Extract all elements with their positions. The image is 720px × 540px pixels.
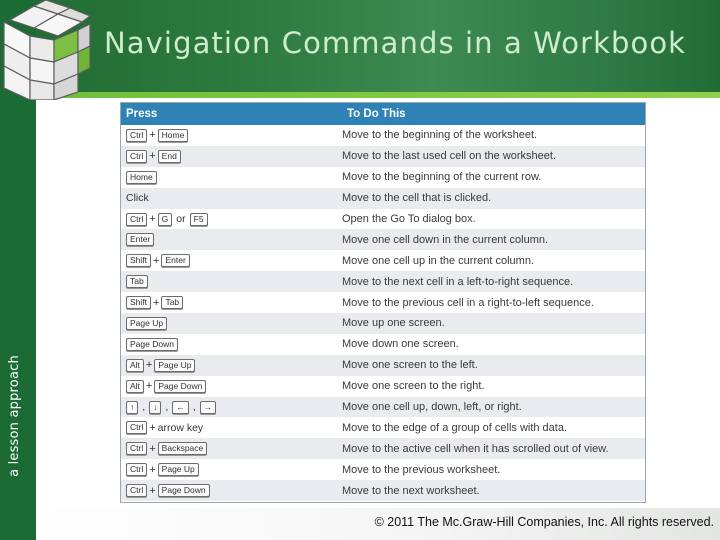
press-cell: [121, 338, 342, 351]
keycap: ←: [172, 401, 189, 414]
keycap: Alt: [126, 359, 144, 372]
press-cell: [121, 401, 342, 414]
action-cell: Move to the edge of a group of cells with data.: [342, 421, 568, 434]
keycap: Ctrl: [126, 421, 147, 434]
action-cell: Move one screen to the left.: [342, 359, 478, 372]
side-label: a lesson approach: [7, 355, 22, 477]
keycap: →: [200, 401, 217, 414]
keycap: Tab: [126, 275, 148, 288]
key-separator: ,: [165, 401, 169, 414]
keycap: Enter: [161, 254, 189, 267]
action-cell: Move to the beginning of the current row.: [342, 171, 542, 184]
keycap: Home: [126, 171, 157, 184]
keycap: Ctrl: [126, 129, 147, 142]
keycap: Shift: [126, 254, 151, 267]
table-row: [121, 480, 645, 501]
action-cell: Move one cell down in the current column.: [342, 233, 549, 246]
press-cell: [121, 213, 342, 226]
key-separator: +: [149, 213, 156, 225]
key-separator: +: [153, 296, 160, 309]
table-row: [121, 438, 645, 459]
press-cell: [121, 129, 342, 142]
keycap: Home: [158, 129, 189, 142]
press-cell: [121, 192, 342, 204]
press-cell: [121, 463, 342, 476]
keycap: Page Up: [126, 317, 167, 330]
table-row: [121, 125, 645, 146]
keycap: ↓: [149, 401, 161, 414]
action-cell: Move to the next worksheet.: [342, 484, 480, 497]
press-cell: [121, 359, 342, 372]
key-separator: +: [153, 254, 160, 267]
action-cell: Move to the cell that is clicked.: [342, 192, 492, 205]
press-cell: [121, 254, 342, 267]
key-separator: +: [149, 150, 156, 163]
cube-logo-icon: [0, 0, 92, 100]
table-row: [121, 376, 645, 397]
column-header-press: Press: [126, 108, 158, 120]
keycap: Ctrl: [126, 150, 147, 163]
press-cell: [121, 150, 342, 163]
table-row: [121, 334, 645, 355]
action-cell: Move one cell up, down, left, or right.: [342, 401, 522, 414]
action-cell: Move to the active cell when it has scrolled out of view.: [342, 442, 609, 455]
keycap: Ctrl: [126, 463, 147, 476]
table-row: [121, 397, 645, 418]
key-separator: or: [176, 213, 186, 225]
column-header-todo: To Do This: [347, 108, 406, 120]
key-separator: +: [145, 359, 153, 372]
navigation-commands-table: [120, 102, 646, 503]
keycap: ↑: [126, 401, 138, 414]
keycap: Page Up: [158, 463, 199, 476]
press-cell: [121, 233, 342, 246]
keycap: Shift: [126, 296, 151, 309]
keycap: End: [158, 150, 181, 163]
press-cell: [121, 380, 342, 393]
key-separator: +: [149, 484, 156, 497]
table-header-row: [121, 103, 645, 125]
table-row: [121, 355, 645, 376]
press-text: Click: [126, 192, 149, 205]
key-separator: ,: [142, 401, 146, 414]
key-separator: +: [145, 380, 153, 393]
keycap: Backspace: [158, 442, 208, 455]
table-row: [121, 250, 645, 271]
keycap: Ctrl: [126, 442, 147, 455]
press-cell: [121, 317, 342, 330]
header-accent-strip: [36, 92, 720, 98]
keycap: Page Down: [158, 484, 210, 497]
key-separator: ,: [192, 401, 196, 414]
table-row: [121, 146, 645, 167]
key-separator: +: [149, 463, 156, 476]
table-row: [121, 417, 645, 438]
table-row: [121, 167, 645, 188]
table-row: [121, 459, 645, 480]
key-separator: +: [149, 421, 156, 434]
action-cell: Move to the last used cell on the worksheet.: [342, 150, 557, 163]
keycap: Tab: [161, 296, 183, 309]
table-row: [121, 188, 645, 209]
table-row: [121, 313, 645, 334]
table-row: [121, 209, 645, 230]
page-title: Navigation Commands in a Workbook: [104, 26, 687, 60]
keycap: Enter: [126, 233, 154, 246]
action-cell: Move to the beginning of the worksheet.: [342, 129, 538, 142]
table-body: [121, 125, 645, 501]
keycap: F5: [190, 213, 208, 226]
action-cell: Move up one screen.: [342, 317, 445, 330]
press-cell: [121, 421, 342, 434]
keycap: Page Up: [154, 359, 195, 372]
action-cell: Move one screen to the right.: [342, 380, 485, 393]
press-cell: [121, 275, 342, 288]
table-row: [121, 292, 645, 313]
press-cell: [121, 296, 342, 309]
action-cell: Open the Go To dialog box.: [342, 213, 476, 225]
press-cell: [121, 171, 342, 184]
action-cell: Move one cell up in the current column.: [342, 254, 534, 267]
table-row: [121, 229, 645, 250]
table-row: [121, 271, 645, 292]
press-cell: [121, 442, 342, 455]
keycap: G: [158, 213, 173, 226]
copyright-notice: © 2011 The Mc.Graw-Hill Companies, Inc. All rights reserved.: [374, 515, 714, 529]
action-cell: Move to the previous worksheet.: [342, 463, 501, 476]
key-separator: +: [149, 129, 156, 142]
action-cell: Move to the previous cell in a right-to-left sequence.: [342, 296, 594, 309]
action-cell: Move down one screen.: [342, 338, 459, 351]
action-cell: Move to the next cell in a left-to-right sequence.: [342, 275, 574, 288]
keycap: Ctrl: [126, 213, 147, 226]
keycap: Page Down: [126, 338, 178, 351]
keycap: Ctrl: [126, 484, 147, 497]
press-text: arrow key: [157, 421, 204, 434]
key-separator: +: [149, 442, 156, 455]
keycap: Alt: [126, 380, 144, 393]
keycap: Page Down: [154, 380, 206, 393]
press-cell: [121, 484, 342, 497]
